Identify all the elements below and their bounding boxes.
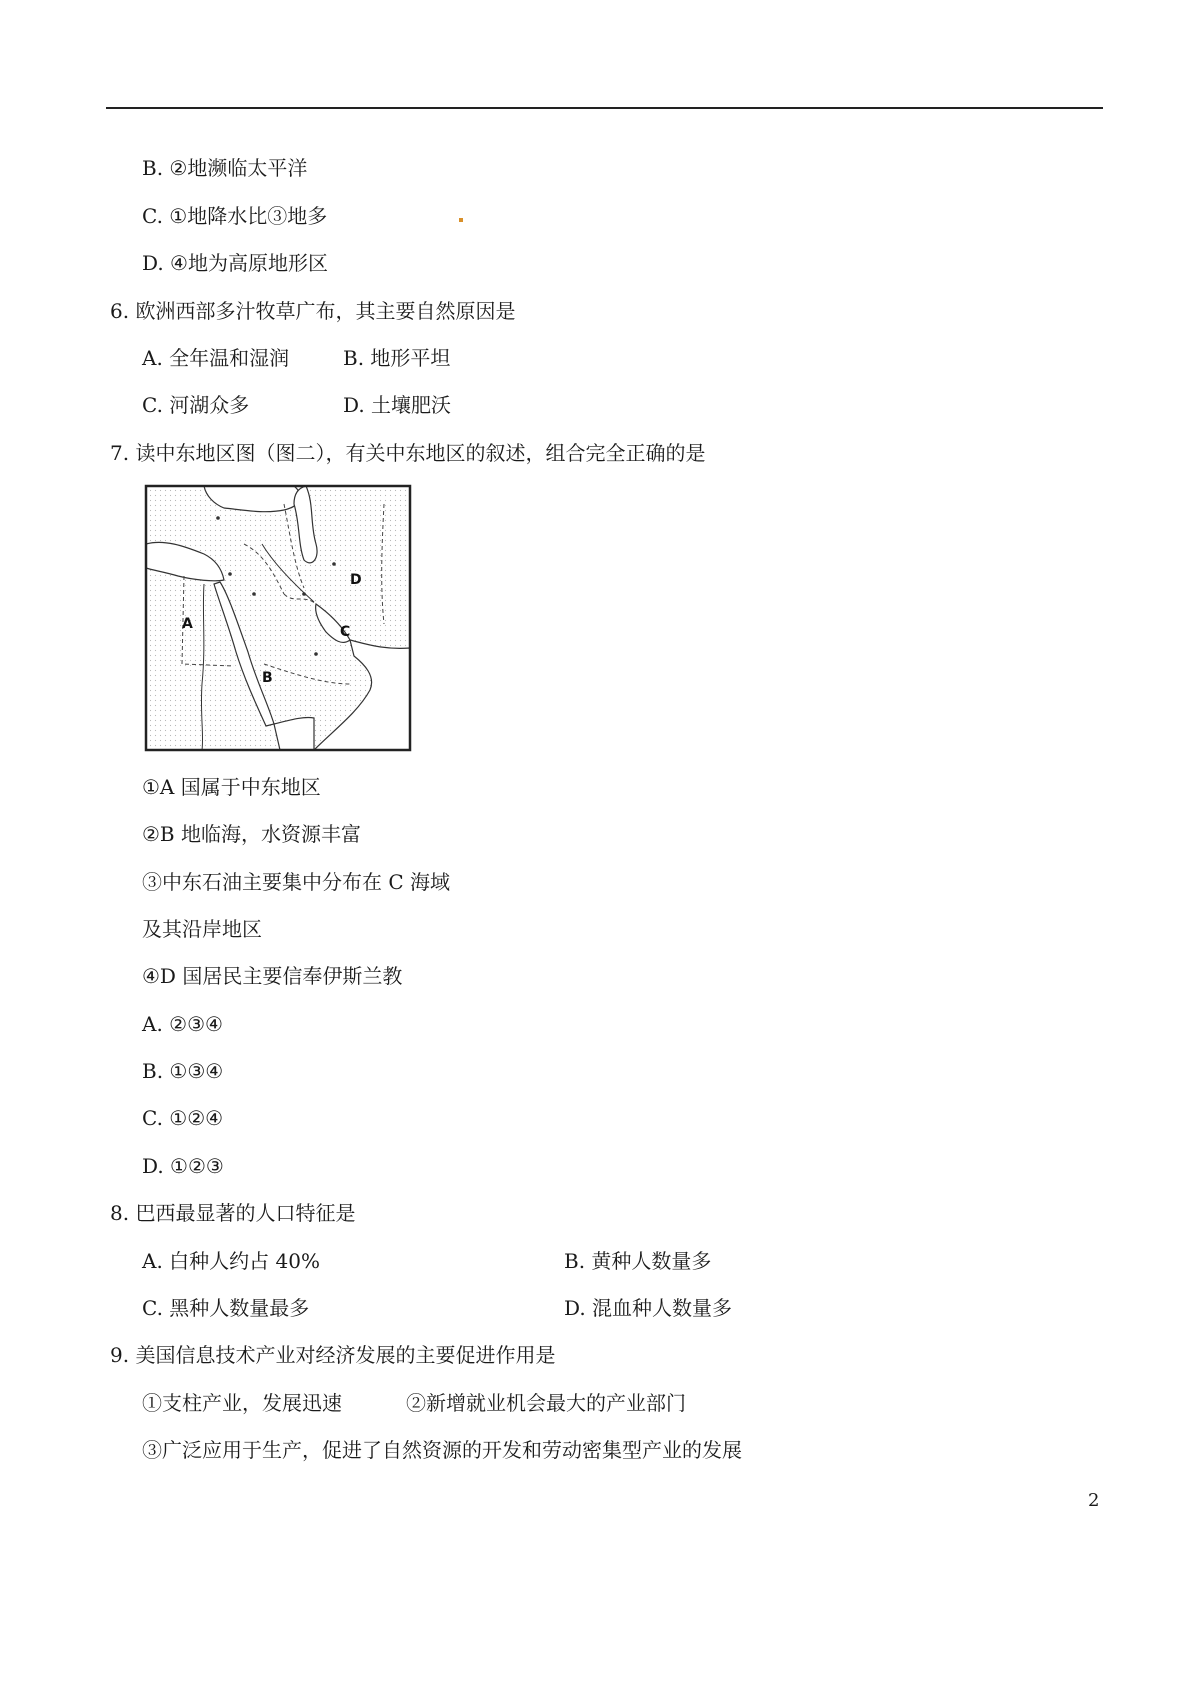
question-8: 8. 巴西最显著的人口特征是 (110, 1201, 356, 1225)
q6-option-c: C. 河湖众多 (142, 393, 250, 417)
q7-statement-3: ③中东石油主要集中分布在 C 海域 (142, 870, 451, 894)
q8-option-a: A. 白种人约占 40% (142, 1249, 320, 1273)
map-label-d: D (350, 572, 362, 588)
q7-statement-2: ②B 地临海，水资源丰富 (142, 822, 361, 846)
q9-statement-3: ③广泛应用于生产，促进了自然资源的开发和劳动密集型产业的发展 (142, 1438, 742, 1462)
q7-statement-1: ①A 国属于中东地区 (142, 775, 321, 799)
middle-east-map (144, 484, 414, 754)
page-number: 2 (1088, 1490, 1100, 1511)
q7-statement-3-cont: 及其沿岸地区 (142, 917, 262, 941)
q7-option-c: C. ①②④ (142, 1106, 224, 1130)
map-label-b: B (262, 670, 273, 686)
q5-option-b: B. ②地濒临太平洋 (142, 156, 308, 180)
map-label-c: C (340, 624, 351, 640)
question-6: 6. 欧洲西部多汁牧草广布，其主要自然原因是 (110, 299, 516, 323)
q5-option-c: C. ①地降水比③地多 (142, 204, 328, 228)
map-label-a: A (182, 616, 193, 632)
q7-statement-4: ④D 国居民主要信奉伊斯兰教 (142, 964, 403, 988)
q7-option-d: D. ①②③ (142, 1154, 224, 1178)
q6-option-d: D. 土壤肥沃 (343, 393, 452, 417)
question-9: 9. 美国信息技术产业对经济发展的主要促进作用是 (110, 1343, 556, 1367)
q7-option-a: A. ②③④ (142, 1012, 223, 1036)
q6-option-b: B. 地形平坦 (343, 346, 451, 370)
q9-statement-1: ①支柱产业，发展迅速 (142, 1391, 342, 1415)
q7-option-b: B. ①③④ (142, 1059, 224, 1083)
q8-option-d: D. 混血种人数量多 (564, 1296, 733, 1320)
q8-option-c: C. 黑种人数量最多 (142, 1296, 310, 1320)
q8-option-b: B. 黄种人数量多 (564, 1249, 712, 1273)
q9-statement-2: ②新增就业机会最大的产业部门 (406, 1391, 686, 1415)
question-7: 7. 读中东地区图（图二），有关中东地区的叙述，组合完全正确的是 (110, 441, 706, 465)
header-rule (106, 107, 1103, 109)
stray-mark (459, 218, 463, 222)
q6-option-a: A. 全年温和湿润 (142, 346, 290, 370)
q5-option-d: D. ④地为高原地形区 (142, 251, 328, 275)
